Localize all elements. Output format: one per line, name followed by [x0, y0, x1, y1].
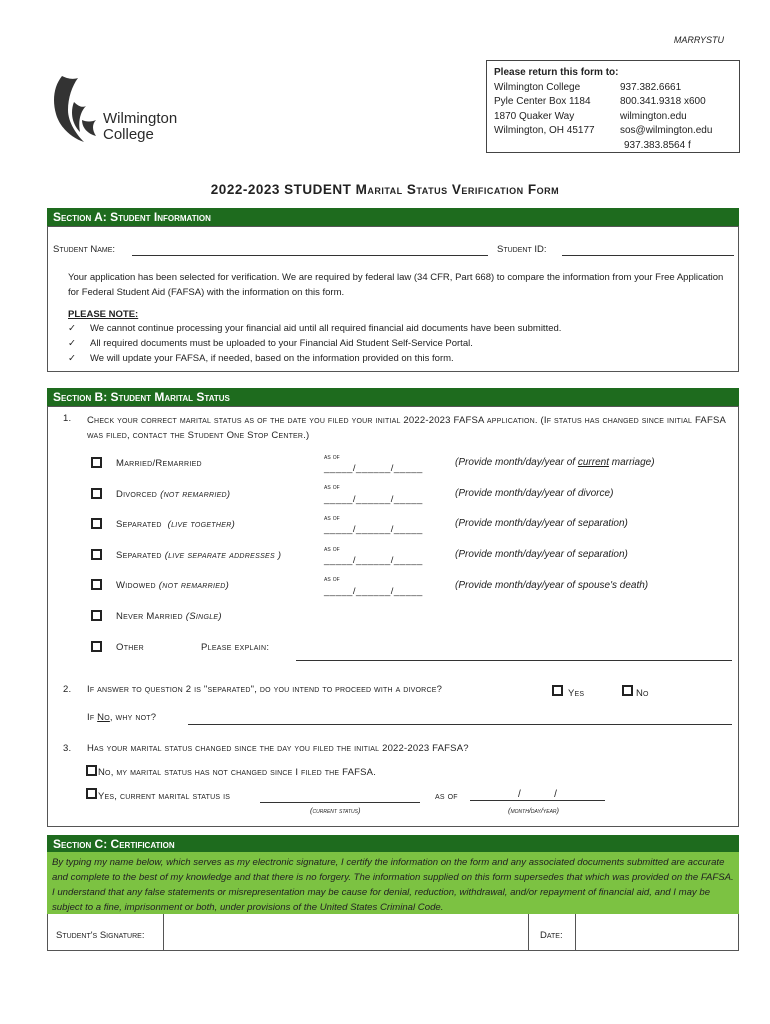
q3-date-field[interactable]: / / [470, 789, 605, 801]
hint-text: (Provide month/day/year of [455, 457, 578, 468]
certification-text: By typing my name below, which serves as my electronic signature, I certify the information on the form and any associated documents submitted are accurate and complete to the best of my knowledge and that there is no forgery. The information supplied on this form supersedes that which was provided on the FAFSA. I understand that any false statements or misrepresentation may be cause for denial, reduction, withdrawal, and/or repayment of financial aid, and I may be subject to a fine, imprisonment or both, under provisions of the United States Criminal Code. [47, 852, 739, 914]
widowed-hint: (Provide month/day/year of spouse's death) [455, 580, 649, 591]
divorce-yes-label: Yes [568, 688, 585, 699]
contact-fax: 937.383.8564 f [624, 139, 691, 151]
status-note: (live separate addresses ) [164, 550, 282, 561]
q1-number: 1. [63, 413, 72, 424]
q3-text: Has your marital status changed since the day you filed the initial 2022-2023 FAFSA? [87, 743, 469, 754]
status-row [91, 547, 102, 565]
contact-phone-alt: 800.341.9318 x600 [620, 96, 706, 107]
widowed-label [116, 580, 229, 591]
date-label: Date: [540, 930, 563, 941]
date-field[interactable] [575, 914, 739, 950]
note-item [68, 322, 728, 336]
student-name-label: Student Name: [53, 244, 116, 255]
hint-underlined: current [577, 457, 609, 468]
as-of-label: as of [324, 544, 340, 553]
married-checkbox[interactable] [91, 457, 102, 468]
separated-apart-hint: (Provide month/day/year of separation) [455, 549, 628, 560]
q3-no-label [98, 767, 376, 778]
return-title: Please return this form to: [494, 67, 619, 78]
return-line: 1870 Quaker Way [494, 110, 575, 122]
why-not-label [87, 712, 156, 723]
other-checkbox[interactable] [91, 641, 102, 652]
if-text: If [87, 712, 98, 723]
married-label: Married/Remarried [116, 458, 202, 469]
signature-field[interactable] [163, 914, 529, 950]
why-not-text: , why not? [109, 712, 157, 723]
note-text: All required documents must be uploaded to your Financial Aid Student Self-Service Portal. [90, 338, 473, 349]
divorce-no-checkbox[interactable] [622, 685, 633, 696]
return-address-box [486, 60, 740, 153]
widowed-date-field[interactable]: _____/______/_____ [324, 586, 423, 597]
status-text: Widowed [116, 580, 156, 591]
section-a-heading: Section A: Student Information [47, 208, 739, 226]
status-text: Separated [116, 519, 162, 530]
q3-as-of-label: as of [435, 791, 458, 802]
status-text: Divorced [116, 489, 158, 500]
married-date-field[interactable]: _____/______/_____ [324, 463, 423, 474]
as-of-label: as of [324, 452, 340, 461]
divorced-hint: (Provide month/day/year of divorce) [455, 488, 614, 499]
date-caption: (month/day/year) [508, 806, 560, 815]
status-row [91, 608, 102, 626]
why-not-field[interactable] [188, 724, 732, 725]
separated-together-checkbox[interactable] [91, 518, 102, 529]
note-item [68, 337, 728, 351]
notes-list [68, 322, 728, 366]
status-row [91, 639, 102, 657]
separated-apart-label [116, 550, 281, 561]
married-hint [455, 457, 655, 468]
status-note: (live together) [167, 519, 236, 530]
divorce-no-label: No [636, 688, 649, 699]
current-status-caption: (current status) [310, 806, 361, 815]
q3-no-word: No [98, 767, 111, 778]
as-of-label: as of [324, 513, 340, 522]
q3-yes-checkbox[interactable] [86, 788, 97, 799]
status-text: Never Married [116, 611, 183, 622]
section-b-heading: Section B: Student Marital Status [47, 388, 739, 406]
q1-text: Check your correct marital status as of the date you filed your initial 2022-2023 FAFSA application. (If status has changed since initial FAFSA was filed, contact the Student One Stop Center.) [87, 415, 726, 441]
status-note: (Single) [185, 611, 222, 622]
divorced-label [116, 489, 230, 500]
q3-no-checkbox[interactable] [86, 765, 97, 776]
widowed-checkbox[interactable] [91, 579, 102, 590]
note-text: We cannot continue processing your financial aid until all required financial aid documents have been submitted. [90, 323, 562, 334]
logo-line2: College [103, 126, 154, 143]
note-text: We will update your FAFSA, if needed, based on the information provided on this form. [90, 353, 454, 364]
form-title: 2022-2023 STUDENT Marital Status Verification Form [210, 182, 560, 197]
verification-intro: Your application has been selected for verification. We are required by federal law (34 CFR, Part 668) to compare the information from your Free Application for Federal Student Aid (FAFSA) with the information on this form. [68, 272, 724, 298]
college-name [103, 111, 177, 143]
q3-no-text: , my marital status has not changed since I filed the FAFSA. [110, 767, 377, 778]
student-name-field[interactable] [132, 255, 488, 256]
other-label: Other [116, 642, 144, 653]
student-id-label: Student ID: [497, 244, 547, 255]
q3-yes-word: Yes [98, 791, 115, 802]
divorce-yes-checkbox[interactable] [552, 685, 563, 696]
never-married-label [116, 611, 222, 622]
signature-label: Student's Signature: [56, 930, 145, 941]
as-of-label: as of [324, 482, 340, 491]
q3-number: 3. [63, 743, 72, 754]
section-c-heading: Section C: Certification [47, 835, 739, 853]
hint-end: marriage) [608, 457, 655, 468]
signature-row [47, 914, 739, 951]
checkmark-icon: ✓ [68, 353, 76, 364]
status-text: Separated [116, 550, 162, 561]
status-note: (not remarried) [160, 489, 231, 500]
contact-email[interactable]: sos@wilmington.edu [620, 125, 713, 136]
return-line: Wilmington College [494, 81, 581, 93]
form-code: MARRYSTU [673, 35, 724, 45]
note-item [68, 352, 728, 366]
please-explain-label: Please explain: [201, 642, 270, 653]
status-row [91, 455, 102, 473]
return-line: Pyle Center Box 1184 [494, 96, 591, 107]
no-text: No [97, 712, 110, 723]
contact-phone: 937.382.6661 [620, 81, 682, 93]
separated-together-date-field[interactable]: _____/______/_____ [324, 524, 423, 535]
separated-apart-date-field[interactable]: _____/______/_____ [324, 555, 423, 566]
current-status-field[interactable] [260, 802, 420, 803]
q2-number: 2. [63, 684, 72, 695]
separated-apart-checkbox[interactable] [91, 549, 102, 560]
never-married-checkbox[interactable] [91, 610, 102, 621]
q2-text: If answer to question 2 is "separated", do you intend to proceed with a divorce? [87, 684, 443, 695]
q3-yes-label [98, 791, 230, 802]
as-of-label: as of [324, 574, 340, 583]
status-row [91, 577, 102, 595]
logo-line1: Wilmington [103, 110, 178, 127]
please-note-heading: PLEASE NOTE: [68, 309, 139, 320]
status-row [91, 486, 102, 504]
divorced-date-field[interactable]: _____/______/_____ [324, 494, 423, 505]
separated-together-hint: (Provide month/day/year of separation) [455, 518, 628, 529]
checkmark-icon: ✓ [68, 338, 76, 349]
return-line: Wilmington, OH 45177 [494, 125, 595, 136]
contact-website[interactable]: wilmington.edu [620, 110, 687, 122]
separated-together-label [116, 519, 235, 530]
divorced-checkbox[interactable] [91, 488, 102, 499]
status-row [91, 516, 102, 534]
checkmark-icon: ✓ [68, 323, 76, 334]
status-note: (not remarried) [158, 580, 230, 591]
student-id-field[interactable] [562, 255, 734, 256]
explain-field[interactable] [296, 660, 732, 661]
q3-yes-text: , current marital status is [114, 791, 231, 802]
